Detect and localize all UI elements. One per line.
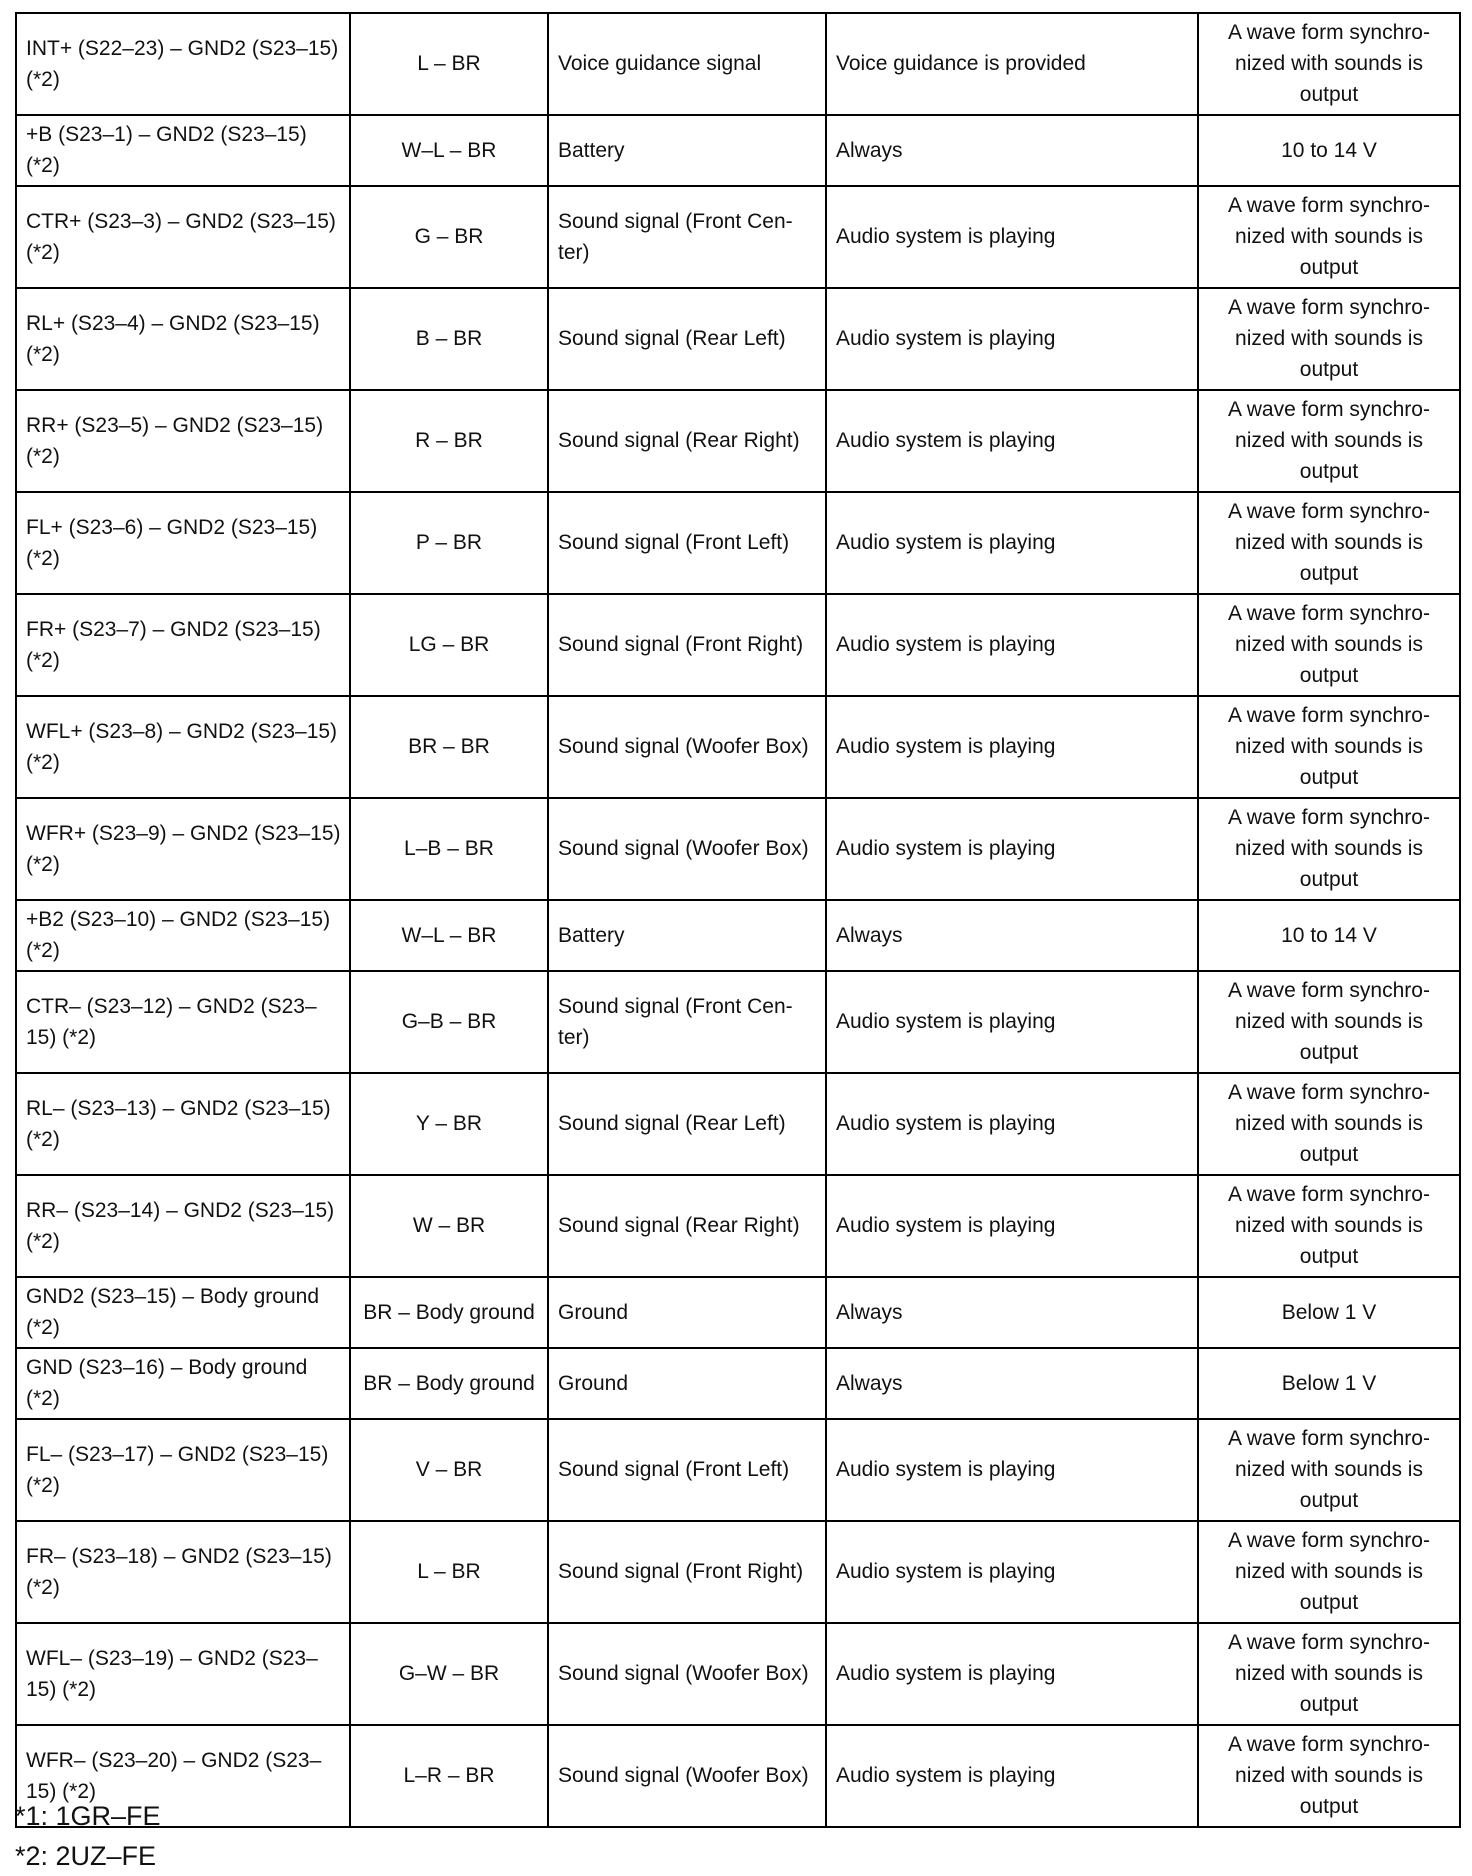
table-row (16, 798, 1460, 900)
table-row (16, 1277, 1460, 1348)
description-cell: Sound signal (Rear Left) (548, 288, 826, 390)
footnote-2: *2: 2UZ–FE (15, 1841, 157, 1871)
wiring-color-cell: G–B – BR (350, 971, 548, 1073)
condition-cell: Always (826, 900, 1198, 971)
terminal-cell: CTR– (S23–12) – GND2 (S23–15) (*2) (16, 971, 350, 1073)
condition-cell: Voice guidance is provided (826, 13, 1198, 115)
description-cell: Ground (548, 1348, 826, 1419)
terminal-cell: CTR+ (S23–3) – GND2 (S23–15) (*2) (16, 186, 350, 288)
table-row (16, 971, 1460, 1073)
table-row (16, 696, 1460, 798)
terminal-cell: GND2 (S23–15) – Body ground (*2) (16, 1277, 350, 1348)
wiring-color-cell: G–W – BR (350, 1623, 548, 1725)
wiring-color-cell: B – BR (350, 288, 548, 390)
table-row (16, 492, 1460, 594)
wiring-color-cell: L – BR (350, 1521, 548, 1623)
specified-condition-cell: A wave form synchro- nized with sounds is output (1198, 1175, 1460, 1277)
terminal-cell: +B2 (S23–10) – GND2 (S23–15) (*2) (16, 900, 350, 971)
specified-condition-cell: A wave form synchro- nized with sounds is output (1198, 288, 1460, 390)
description-cell: Sound signal (Woofer Box) (548, 1725, 826, 1827)
condition-cell: Audio system is playing (826, 971, 1198, 1073)
description-cell: Sound signal (Rear Right) (548, 1175, 826, 1277)
table-row (16, 1521, 1460, 1623)
wiring-color-cell: W – BR (350, 1175, 548, 1277)
specified-condition-cell: A wave form synchro- nized with sounds is output (1198, 390, 1460, 492)
condition-cell: Audio system is playing (826, 798, 1198, 900)
terminal-cell: WFR+ (S23–9) – GND2 (S23–15) (*2) (16, 798, 350, 900)
condition-cell: Audio system is playing (826, 492, 1198, 594)
wiring-color-cell: LG – BR (350, 594, 548, 696)
description-cell: Voice guidance signal (548, 13, 826, 115)
wiring-color-cell: BR – BR (350, 696, 548, 798)
terminal-cell: RR+ (S23–5) – GND2 (S23–15) (*2) (16, 390, 350, 492)
terminal-cell: WFR– (S23–20) – GND2 (S23–15) (*2) (16, 1725, 350, 1827)
specified-condition-cell: Below 1 V (1198, 1277, 1460, 1348)
terminal-cell: FL– (S23–17) – GND2 (S23–15) (*2) (16, 1419, 350, 1521)
table-row (16, 1348, 1460, 1419)
wiring-color-cell: P – BR (350, 492, 548, 594)
specified-condition-cell: A wave form synchro- nized with sounds is output (1198, 971, 1460, 1073)
terminal-cell: RL+ (S23–4) – GND2 (S23–15) (*2) (16, 288, 350, 390)
table-row (16, 900, 1460, 971)
table-row (16, 13, 1460, 115)
specified-condition-cell: A wave form synchro- nized with sounds is output (1198, 594, 1460, 696)
description-cell: Sound signal (Front Right) (548, 1521, 826, 1623)
specified-condition-cell: A wave form synchro- nized with sounds is output (1198, 1073, 1460, 1175)
table-row (16, 1419, 1460, 1521)
footnotes (15, 1796, 161, 1876)
table-row (16, 288, 1460, 390)
wiring-color-cell: L–R – BR (350, 1725, 548, 1827)
description-cell: Ground (548, 1277, 826, 1348)
table-row (16, 594, 1460, 696)
condition-cell: Audio system is playing (826, 1725, 1198, 1827)
condition-cell: Audio system is playing (826, 1073, 1198, 1175)
table-row (16, 1073, 1460, 1175)
terminal-table-body (16, 13, 1460, 1827)
condition-cell: Always (826, 1277, 1198, 1348)
condition-cell: Audio system is playing (826, 696, 1198, 798)
terminal-cell: WFL+ (S23–8) – GND2 (S23–15) (*2) (16, 696, 350, 798)
terminal-cell: FL+ (S23–6) – GND2 (S23–15) (*2) (16, 492, 350, 594)
wiring-color-cell: W–L – BR (350, 115, 548, 186)
wiring-color-cell: Y – BR (350, 1073, 548, 1175)
table-row (16, 1623, 1460, 1725)
terminal-cell: RR– (S23–14) – GND2 (S23–15) (*2) (16, 1175, 350, 1277)
specified-condition-cell: A wave form synchro- nized with sounds is output (1198, 492, 1460, 594)
terminal-cell: FR+ (S23–7) – GND2 (S23–15) (*2) (16, 594, 350, 696)
specified-condition-cell: A wave form synchro- nized with sounds is output (1198, 696, 1460, 798)
wiring-color-cell: W–L – BR (350, 900, 548, 971)
description-cell: Sound signal (Woofer Box) (548, 1623, 826, 1725)
description-cell: Sound signal (Rear Right) (548, 390, 826, 492)
terminal-table (15, 12, 1461, 1828)
table-row (16, 390, 1460, 492)
terminal-cell: INT+ (S22–23) – GND2 (S23–15) (*2) (16, 13, 350, 115)
specified-condition-cell: A wave form synchro- nized with sounds is output (1198, 1419, 1460, 1521)
description-cell: Sound signal (Front Cen- ter) (548, 971, 826, 1073)
specified-condition-cell: A wave form synchro- nized with sounds is output (1198, 13, 1460, 115)
table-row (16, 1725, 1460, 1827)
condition-cell: Audio system is playing (826, 186, 1198, 288)
condition-cell: Audio system is playing (826, 390, 1198, 492)
table-row (16, 1175, 1460, 1277)
specified-condition-cell: A wave form synchro- nized with sounds is output (1198, 798, 1460, 900)
condition-cell: Always (826, 1348, 1198, 1419)
terminal-cell: WFL– (S23–19) – GND2 (S23–15) (*2) (16, 1623, 350, 1725)
footnote-1: *1: 1GR–FE (15, 1801, 161, 1831)
description-cell: Sound signal (Front Right) (548, 594, 826, 696)
specified-condition-cell: 10 to 14 V (1198, 115, 1460, 186)
wiring-color-cell: V – BR (350, 1419, 548, 1521)
condition-cell: Audio system is playing (826, 1175, 1198, 1277)
condition-cell: Audio system is playing (826, 1623, 1198, 1725)
specified-condition-cell: A wave form synchro- nized with sounds is output (1198, 1623, 1460, 1725)
terminal-cell: RL– (S23–13) – GND2 (S23–15) (*2) (16, 1073, 350, 1175)
table-row (16, 115, 1460, 186)
specified-condition-cell: A wave form synchro- nized with sounds is output (1198, 1725, 1460, 1827)
specified-condition-cell: 10 to 14 V (1198, 900, 1460, 971)
specified-condition-cell: Below 1 V (1198, 1348, 1460, 1419)
description-cell: Sound signal (Front Left) (548, 492, 826, 594)
terminal-cell: FR– (S23–18) – GND2 (S23–15) (*2) (16, 1521, 350, 1623)
wiring-color-cell: BR – Body ground (350, 1277, 548, 1348)
terminal-cell: +B (S23–1) – GND2 (S23–15) (*2) (16, 115, 350, 186)
description-cell: Sound signal (Woofer Box) (548, 798, 826, 900)
wiring-color-cell: R – BR (350, 390, 548, 492)
specified-condition-cell: A wave form synchro- nized with sounds is output (1198, 1521, 1460, 1623)
description-cell: Sound signal (Front Left) (548, 1419, 826, 1521)
condition-cell: Audio system is playing (826, 1521, 1198, 1623)
wiring-color-cell: L–B – BR (350, 798, 548, 900)
terminal-cell: GND (S23–16) – Body ground (*2) (16, 1348, 350, 1419)
specified-condition-cell: A wave form synchro- nized with sounds is output (1198, 186, 1460, 288)
condition-cell: Audio system is playing (826, 594, 1198, 696)
description-cell: Sound signal (Woofer Box) (548, 696, 826, 798)
table-row (16, 186, 1460, 288)
condition-cell: Always (826, 115, 1198, 186)
description-cell: Sound signal (Front Cen- ter) (548, 186, 826, 288)
condition-cell: Audio system is playing (826, 1419, 1198, 1521)
description-cell: Battery (548, 900, 826, 971)
wiring-color-cell: G – BR (350, 186, 548, 288)
description-cell: Sound signal (Rear Left) (548, 1073, 826, 1175)
condition-cell: Audio system is playing (826, 288, 1198, 390)
wiring-color-cell: L – BR (350, 13, 548, 115)
wiring-color-cell: BR – Body ground (350, 1348, 548, 1419)
description-cell: Battery (548, 115, 826, 186)
